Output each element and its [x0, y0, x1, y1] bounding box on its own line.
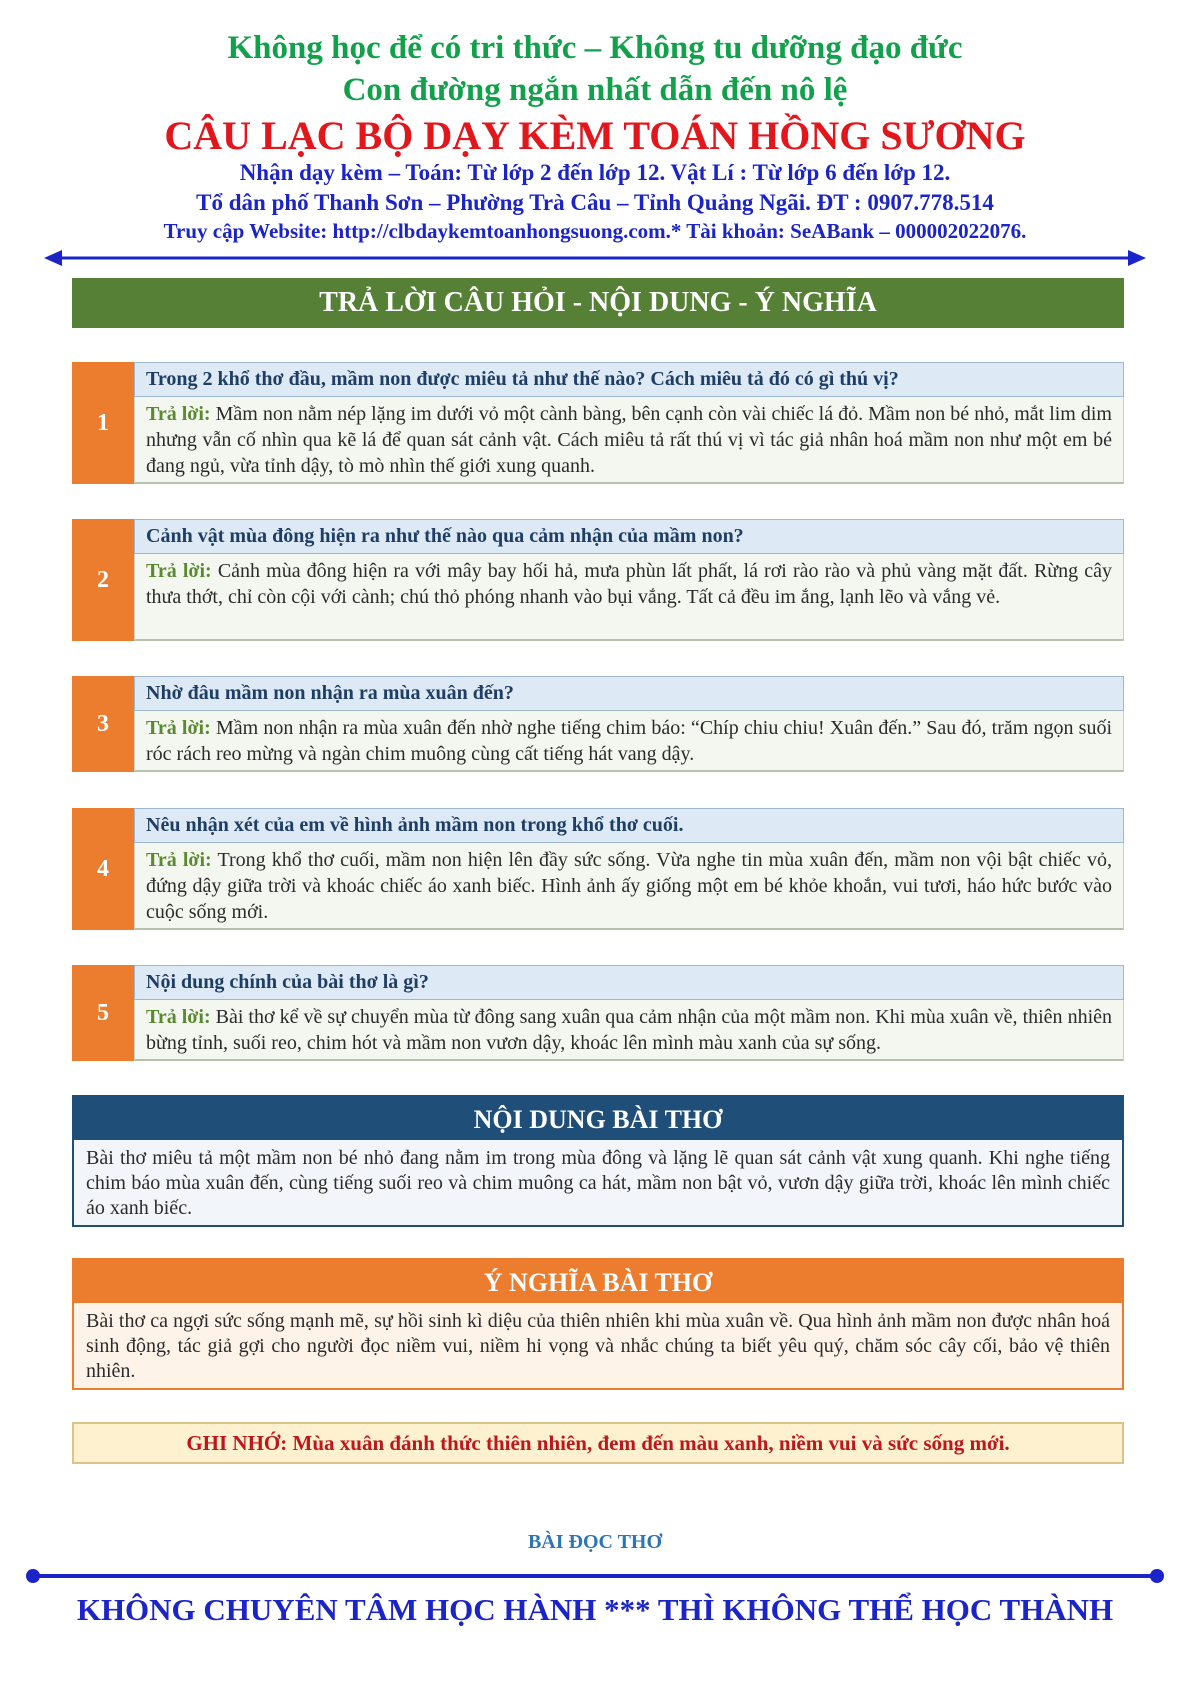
poem-meaning-box: [72, 1258, 1124, 1390]
question-number: 3: [72, 676, 134, 772]
answer-text: [134, 554, 1124, 641]
double-arrow-divider: [44, 249, 1146, 267]
question-text: Nêu nhận xét của em về hình ảnh mầm non trong khổ thơ cuối.: [134, 808, 1124, 843]
answer-text: [134, 711, 1124, 772]
header-slogan-line1: Không học để có tri thức – Không tu dưỡng đạo đức: [227, 30, 963, 66]
answer-label: Trả lời:: [146, 717, 211, 739]
qa-block-1: [72, 362, 1124, 484]
header-address: Tổ dân phố Thanh Sơn – Phường Trà Câu – Tỉnh Quảng Ngãi. ĐT : 0907.778.514: [196, 190, 994, 215]
answer-text: [134, 1000, 1124, 1061]
qa-block-4: [72, 808, 1124, 930]
question-number: 2: [72, 519, 134, 641]
poem-reading-link[interactable]: BÀI ĐỌC THƠ: [527, 1531, 663, 1553]
answer-text: [134, 397, 1124, 484]
header-website: Truy cập Website: http://clbdaykemtoanhongsuong.com.* Tài khoản: SeABank – 000002022076.: [163, 219, 1027, 243]
question-text: Cảnh vật mùa đông hiện ra như thế nào qua cảm nhận của mầm non?: [134, 519, 1124, 554]
qa-block-2: [72, 519, 1124, 641]
answer-body: Trong khổ thơ cuối, mầm non hiện lên đầy sức sống. Vừa nghe tin mùa xuân đến, mầm non vội bật chiếc vỏ, đứng dậy giữa trời và khoác chiếc áo xanh biếc. Hình ảnh ấy giống một em bé khỏe khoắn, vui tươi, háo hức bước vào cuộc sống mới.: [146, 849, 1112, 923]
answer-body: Mầm non nằm nép lặng im dưới vỏ một cành bàng, bên cạnh còn vài chiếc lá đỏ. Mầm non bé nhỏ, mắt lim dim nhưng vẫn cố nhìn qua kẽ lá để quan sát cảnh vật. Cách miêu tả rất thú vị vì tác giả nhân hoá mầm non như một em bé đang ngủ, vừa tỉnh dậy, tò mò nhìn thế giới xung quanh.: [146, 403, 1112, 477]
poem-content-body: Bài thơ miêu tả một mầm non bé nhỏ đang nằm im trong mùa đông và lặng lẽ quan sát cảnh vật xung quanh. Khi nghe tiếng chim báo mùa xuân đến, cùng tiếng suối reo và chim muông ca hát, mầm non bật vỏ, vươn dậy giữa trời, khoác lên mình chiếc áo xanh biếc.: [86, 1147, 1110, 1219]
question-number: 5: [72, 965, 134, 1061]
poem-content-title: NỘI DUNG BÀI THƠ: [74, 1097, 1122, 1140]
answer-text: [134, 843, 1124, 930]
header-slogan-line2: Con đường ngắn nhất dẫn đến nô lệ: [342, 72, 848, 108]
answer-body: Cảnh mùa đông hiện ra với mây bay hối hả, mưa phùn lất phất, lá rơi rào rào và phủ vàng mặt đất. Rừng cây thưa thớt, chỉ còn cội với cành; chú thỏ phóng nhanh vào bụi vắng. Tất cả đều im ắng, lạnh lẽo và vắng vẻ.: [146, 560, 1113, 608]
answer-body: Bài thơ kể về sự chuyển mùa từ đông sang xuân qua cảm nhận của một mầm non. Khi mùa xuân về, thiên nhiên bừng tỉnh, suối reo, chim hót và mầm non vươn dậy, khoác lên mình màu xanh của sự sống.: [146, 1006, 1113, 1054]
footer-slogan: KHÔNG CHUYÊN TÂM HỌC HÀNH *** THÌ KHÔNG THỂ HỌC THÀNH: [76, 1592, 1114, 1627]
question-number: 4: [72, 808, 134, 930]
question-number: 1: [72, 362, 134, 484]
poem-meaning-body: Bài thơ ca ngợi sức sống mạnh mẽ, sự hồi sinh kì diệu của thiên nhiên khi mùa xuân về. Qua hình ảnh mầm non được nhân hoá sinh động, tác giả gợi cho người đọc niềm vui, niềm hi vọng và nhắc chúng ta biết yêu quý, chăm sóc cây cối, bảo vệ thiên nhiên.: [86, 1310, 1110, 1382]
question-text: Nhờ đâu mầm non nhận ra mùa xuân đến?: [134, 676, 1124, 711]
answer-label: Trả lời:: [146, 1006, 211, 1028]
answer-label: Trả lời:: [146, 403, 211, 425]
answer-label: Trả lời:: [146, 849, 212, 871]
question-text: Trong 2 khổ thơ đầu, mầm non được miêu tả như thế nào? Cách miêu tả đó có gì thú vị?: [134, 362, 1124, 397]
answer-label: Trả lời:: [146, 560, 212, 582]
section-title: TRẢ LỜI CÂU HỎI - NỘI DUNG - Ý NGHĨA: [72, 278, 1124, 328]
poem-meaning-title: Ý NGHĨA BÀI THƠ: [74, 1260, 1122, 1303]
remember-note: GHI NHỚ: Mùa xuân đánh thức thiên nhiên, đem đến màu xanh, niềm vui và sức sống mới.: [72, 1422, 1124, 1464]
answer-body: Mầm non nhận ra mùa xuân đến nhờ nghe tiếng chim báo: “Chíp chiu chiu! Xuân đến.” Sau đó, trăm ngọn suối róc rách reo mừng và ngàn chim muông cùng cất tiếng hát vang dậy.: [146, 717, 1113, 765]
bottom-divider: [25, 1568, 1165, 1584]
club-name: CÂU LẠC BỘ DẠY KÈM TOÁN HỒNG SƯƠNG: [164, 113, 1026, 158]
header-services: Nhận dạy kèm – Toán: Từ lớp 2 đến lớp 12. Vật Lí : Từ lớp 6 đến lớp 12.: [239, 160, 951, 185]
question-text: Nội dung chính của bài thơ là gì?: [134, 965, 1124, 1000]
qa-block-3: [72, 676, 1124, 772]
qa-block-5: [72, 965, 1124, 1061]
poem-content-box: [72, 1095, 1124, 1227]
